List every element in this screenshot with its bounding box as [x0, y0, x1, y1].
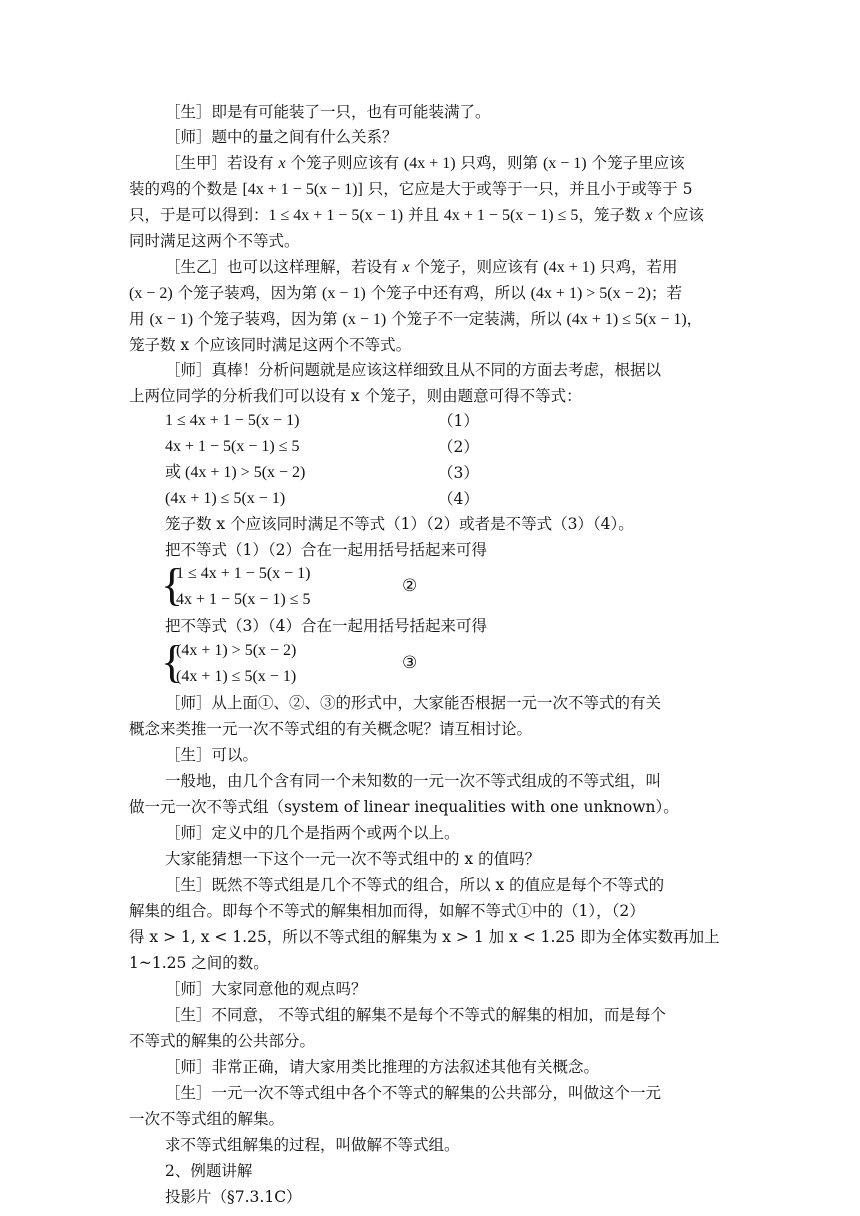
math-expr: (x − 1) [542, 155, 587, 172]
line-text: ［师］真棒！分析问题就是应该这样细致且从不同的方面去考虑，根据以 [165, 361, 662, 379]
line-text: ［师］非常正确，请大家用类比推理的方法叙述其他有关概念。 [165, 1058, 600, 1076]
math-var: x [278, 155, 286, 172]
line-text: 个笼子中还有鸡，所以 [365, 284, 531, 302]
text-line [129, 282, 682, 305]
line-text: ，笼子数 [578, 206, 646, 224]
math-expr [402, 259, 409, 276]
math-expr: (4x + 1) [403, 155, 456, 172]
system-2-line-1: (4x + 1) > 5(x − 2) [176, 642, 297, 659]
equation-number: （4） [438, 490, 479, 508]
line-text: ［生］不同意， 不等式组的解集不是每个不等式的解集的相加，而是每个 [165, 1006, 666, 1024]
line-text: ［生］可以。 [165, 746, 259, 764]
line-text: ［生］即是有可能装了一只，也有可能装满了。 [165, 103, 491, 121]
math-expr: 1 ≤ 4x + 1 − 5(x − 1) [268, 207, 404, 224]
text-line [165, 1082, 661, 1104]
text-line [129, 308, 702, 331]
line-text: 笼子数 x 个应该同时满足这两个不等式。 [129, 336, 412, 354]
line-text: 笼子数 x 个应该同时满足不等式（1）（2）或者是不等式（3）（4）。 [165, 515, 634, 533]
system-1-line-1: 1 ≤ 4x + 1 − 5(x − 1) [176, 565, 311, 582]
line-text: 一次不等式组的解集。 [129, 1110, 285, 1128]
text-line [165, 1134, 460, 1156]
section-heading [165, 1160, 252, 1182]
math-expr [278, 155, 285, 172]
math-expr: (4x + 1) [543, 259, 596, 276]
line-text: 大家能猜想一下这个一元一次不等式组中的 x 的值吗？ [165, 850, 541, 868]
line-text: ［师］从上面①、②、③的形式中，大家能否根据一元一次不等式的有关 [165, 694, 662, 712]
text-line [129, 952, 269, 974]
equation-number: （2） [438, 438, 479, 456]
line-text: 求不等式组解集的过程，叫做解不等式组。 [165, 1136, 460, 1154]
math-expr: (x − 1) [149, 311, 194, 328]
system-brace: { [161, 559, 184, 610]
line-text: 个笼子装鸡，因为第 [193, 310, 343, 328]
text-line [165, 152, 685, 175]
text-line [129, 1030, 315, 1052]
text-line [129, 1108, 284, 1130]
line-text: 只，它应是大于或等于一只，并且小于或等于 5 [362, 180, 693, 198]
circled-number: ② [402, 576, 418, 596]
text-line [165, 256, 678, 279]
line-text: ［生甲］若设有 [165, 154, 279, 172]
line-text: ［师］定义中的几个是指两个或两个以上。 [165, 824, 460, 842]
math-expr: [4x + 1 − 5(x − 1)] [242, 181, 363, 198]
text-line [165, 978, 367, 1000]
line-text: ［生］既然不等式组是几个不等式的组合，所以 x 的值应是每个不等式的 [165, 876, 665, 894]
line-text: ；若 [650, 284, 682, 302]
line-text: 个笼子则应该有 [285, 154, 404, 172]
line-text: 把不等式（3）（4）合在一起用括号括起来可得 [165, 617, 487, 635]
line-text: 投影片（§7.3.1C） [165, 1188, 302, 1206]
line-text: ［师］题中的量之间有什么关系？ [165, 128, 398, 146]
line-text: 把不等式（1）（2）合在一起用括号括起来可得 [165, 541, 487, 559]
inequality-3: 或 (4x + 1) > 5(x − 2) [165, 464, 306, 481]
text-line [165, 874, 664, 896]
math-var: x [402, 259, 410, 276]
line-text: 个笼子，则应该有 [409, 258, 544, 276]
line-text: 只，于是可以得到： [129, 206, 269, 224]
text-line [129, 926, 720, 948]
line-text: 一般地，由几个含有同一个未知数的一元一次不等式组成的不等式组，叫 [165, 772, 662, 790]
line-text: 只鸡，则第 [455, 154, 543, 172]
inequality-4: (4x + 1) ≤ 5(x − 1) [165, 490, 286, 507]
line-text: 个笼子里应该 [586, 154, 685, 172]
line-text: ［师］大家同意他的观点吗？ [165, 980, 367, 998]
line-text: ， [686, 310, 703, 328]
text-line [165, 1186, 302, 1208]
math-expr: (x − 1) [342, 311, 387, 328]
line-text: 并且 [403, 206, 444, 224]
line-text: 装的鸡的个数是 [129, 180, 243, 198]
equation-number: （3） [438, 464, 479, 482]
system-brace: { [161, 636, 184, 687]
math-expr: (x − 2) [129, 285, 173, 302]
text-line [165, 359, 661, 381]
line-text: 上两位同学的分析我们可以设有 x 个笼子，则由题意可得不等式： [129, 387, 582, 405]
math-var: x [645, 207, 653, 224]
line-text: 概念来类推一元一次不等式组的有关概念呢？请互相讨论。 [129, 720, 533, 738]
line-text: 1~1.25 之间的数。 [129, 954, 269, 972]
line-text: 个笼子不一定装满，所以 [386, 310, 567, 328]
text-line [165, 1004, 666, 1026]
equation-number: （1） [438, 412, 479, 430]
text-line [165, 770, 661, 792]
text-line [165, 513, 634, 535]
line-text: 同时满足这两个不等式。 [129, 232, 300, 250]
text-line [129, 230, 300, 252]
inequality-2: 4x + 1 − 5(x − 1) ≤ 5 [165, 438, 300, 455]
line-text: 个应该 [652, 206, 704, 224]
line-text: 用 [129, 310, 150, 328]
math-expr: (x − 1) [322, 285, 366, 302]
text-line [129, 334, 411, 356]
text-line [129, 900, 645, 922]
system-2-line-2: (4x + 1) ≤ 5(x − 1) [176, 668, 297, 685]
text-line [129, 204, 704, 227]
line-text: 解集的组合。即每个不等式的解集相加而得，如解不等式①中的（1），（2） [129, 902, 645, 920]
text-line [165, 692, 661, 714]
text-line [129, 796, 679, 818]
text-line [165, 539, 487, 561]
text-line [129, 178, 693, 201]
line-text: 2、例题讲解 [165, 1162, 253, 1180]
text-line [129, 718, 532, 740]
line-text: ［生乙］也可以这样理解，若设有 [165, 258, 403, 276]
inequality-1: 1 ≤ 4x + 1 − 5(x − 1) [165, 412, 300, 429]
text-line [129, 385, 582, 407]
line-text: 只鸡，若用 [595, 258, 678, 276]
line-text: 做一元一次不等式组（system of linear inequalities with one unknown）。 [129, 798, 679, 816]
line-text: ［生］一元一次不等式组中各个不等式的解集的公共部分，叫做这个一元 [165, 1084, 662, 1102]
text-line [165, 615, 487, 637]
line-text: 不等式的解集的公共部分。 [129, 1032, 316, 1050]
math-expr: (4x + 1) > 5(x − 2) [530, 285, 651, 302]
system-1-line-2: 4x + 1 − 5(x − 1) ≤ 5 [176, 591, 311, 608]
text-line [165, 744, 258, 766]
line-text: 个笼子装鸡，因为第 [172, 284, 323, 302]
text-line [165, 848, 540, 870]
math-expr: (4x + 1) ≤ 5(x − 1) [566, 311, 687, 328]
math-expr: 4x + 1 − 5(x − 1) ≤ 5 [443, 207, 579, 224]
text-line [165, 822, 460, 844]
circled-number: ③ [402, 653, 418, 673]
text-line [165, 126, 398, 148]
line-text: 得 x > 1, x < 1.25，所以不等式组的解集为 x > 1 加 x < 1.25 即为全体实数再加上 [129, 928, 720, 946]
text-line [165, 1056, 599, 1078]
text-line [165, 101, 491, 123]
